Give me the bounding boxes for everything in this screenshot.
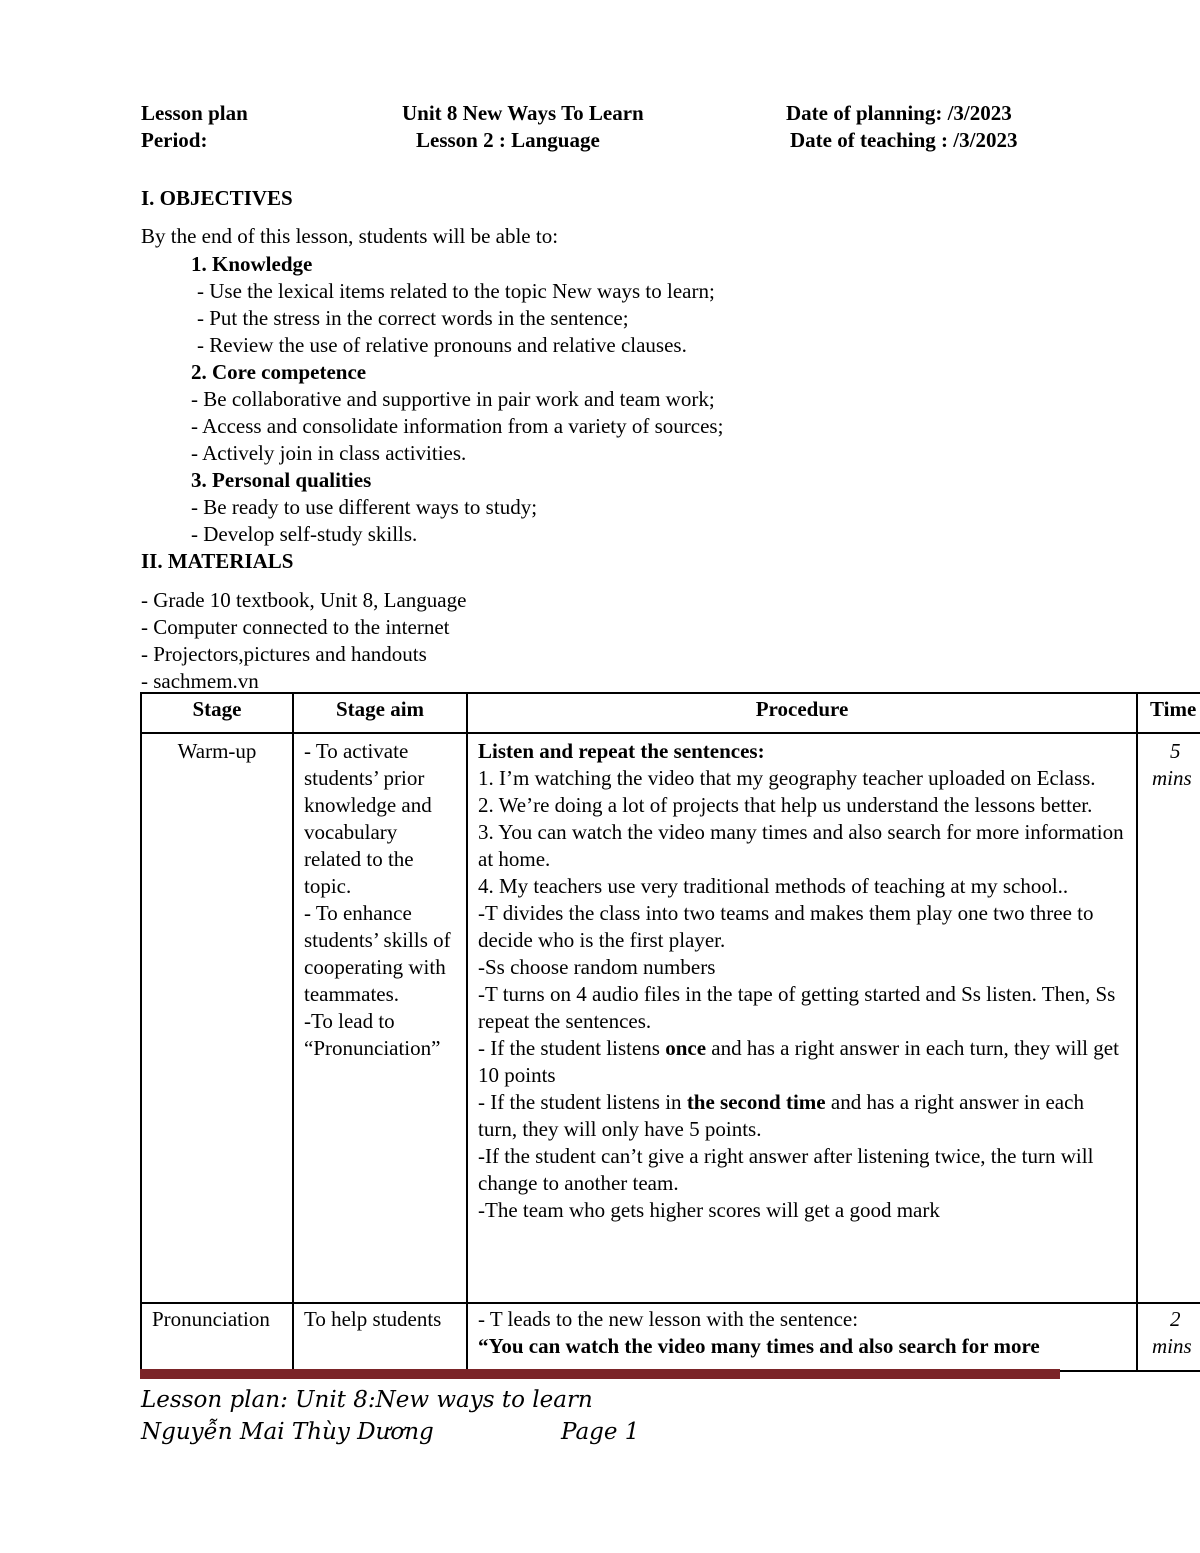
knowledge-item: - Review the use of relative pronouns and relative clauses.	[197, 333, 687, 357]
rule-emphasis: the second time	[686, 1090, 826, 1114]
stage-cell: Warm-up	[141, 733, 293, 1303]
knowledge-item: - Put the stress in the correct words in the sentence;	[197, 306, 629, 330]
rule-text: and has a right answer in each turn, they will get 10 points	[478, 1036, 1119, 1087]
procedure-line: -T divides the class into two teams and makes them play one two three to decide who is the first player.	[478, 901, 1094, 952]
personal-item: - Develop self-study skills.	[191, 522, 418, 546]
time-unit: mins	[1152, 766, 1192, 790]
scoring-rule	[478, 1089, 1126, 1143]
table-header-row	[141, 693, 1200, 733]
procedure-cell	[467, 1303, 1137, 1371]
header-lesson: Lesson 2 : Language	[416, 128, 600, 152]
time-unit: mins	[1152, 1334, 1192, 1358]
scoring-rule: -The team who gets higher scores will get a good mark	[478, 1198, 940, 1222]
procedure-line: -T turns on 4 audio files in the tape of getting started and Ss listen. Then, Ss repeat the sentences.	[478, 982, 1116, 1033]
header-procedure: Procedure	[467, 693, 1137, 733]
procedure-quote: “You can watch the video many times and also search for more	[478, 1334, 1040, 1358]
time-cell	[1137, 1303, 1200, 1371]
knowledge-title: 1. Knowledge	[191, 252, 313, 276]
scoring-rule: -If the student can’t give a right answer after listening twice, the turn will change to another team.	[478, 1144, 1094, 1195]
personal-qualities-title: 3. Personal qualities	[191, 468, 372, 492]
rule-emphasis: once	[665, 1036, 707, 1060]
lesson-procedure-table	[140, 692, 1200, 1372]
header-time: Time	[1137, 693, 1200, 733]
rule-text: - If the student listens in	[478, 1090, 687, 1114]
time-value: 5	[1170, 739, 1181, 763]
footer-divider	[140, 1369, 1060, 1379]
core-item: - Be collaborative and supportive in pair work and team work;	[191, 387, 715, 411]
core-competence-title: 2. Core competence	[191, 360, 367, 384]
table-row	[141, 733, 1200, 1303]
stage-cell: Pronunciation	[141, 1303, 293, 1371]
time-value: 2	[1170, 1307, 1181, 1331]
header-date-teaching: Date of teaching : /3/2023	[790, 128, 1018, 152]
objectives-title: I. OBJECTIVES	[141, 186, 293, 210]
stage-aim-cell: - To activate students’ prior knowledge and vocabulary related to the topic. - To enhance students’ skills of cooperating with teammates. -To lead to “Pronunciation”	[293, 733, 467, 1303]
procedure-line: - T leads to the new lesson with the sentence:	[478, 1307, 859, 1331]
header-stage-aim: Stage aim	[293, 693, 467, 733]
procedure-cell	[467, 733, 1137, 1303]
scoring-rule	[478, 1035, 1126, 1089]
materials-item: - Grade 10 textbook, Unit 8, Language	[141, 588, 467, 612]
footer-author: Nguyễn Mai Thùy Dương	[141, 1419, 434, 1445]
personal-item: - Be ready to use different ways to study;	[191, 495, 538, 519]
rule-text: - If the student listens	[478, 1036, 666, 1060]
footer-page-number: Page 1	[561, 1419, 640, 1445]
procedure-line: 3. You can watch the video many times and also search for more information at home.	[478, 820, 1124, 871]
procedure-line: 2. We’re doing a lot of projects that help us understand the lessons better.	[478, 793, 1093, 817]
time-cell	[1137, 733, 1200, 1303]
procedure-line: -Ss choose random numbers	[478, 955, 716, 979]
header-period: Period:	[141, 128, 208, 152]
stage-aim-cell: To help students	[293, 1303, 467, 1371]
core-item: - Actively join in class activities.	[191, 441, 467, 465]
table-row	[141, 1303, 1200, 1371]
objectives-intro: By the end of this lesson, students will be able to:	[141, 224, 559, 248]
materials-item: - sachmem.vn	[141, 669, 259, 693]
procedure-line: 1. I’m watching the video that my geography teacher uploaded on Eclass.	[478, 766, 1096, 790]
materials-title: II. MATERIALS	[141, 549, 294, 573]
rule-text: and has a right answer in each turn, they will only have 5 points.	[478, 1090, 1084, 1141]
header-date-planning: Date of planning: /3/2023	[786, 101, 1012, 125]
procedure-title: Listen and repeat the sentences:	[478, 739, 765, 763]
footer-title: Lesson plan: Unit 8:New ways to learn	[141, 1387, 593, 1413]
header-unit: Unit 8 New Ways To Learn	[402, 101, 644, 125]
core-item: - Access and consolidate information from a variety of sources;	[191, 414, 724, 438]
header-lesson-plan: Lesson plan	[141, 101, 248, 125]
procedure-line: 4. My teachers use very traditional methods of teaching at my school..	[478, 874, 1069, 898]
header-stage: Stage	[141, 693, 293, 733]
materials-item: - Projectors,pictures and handouts	[141, 642, 427, 666]
knowledge-item: - Use the lexical items related to the topic New ways to learn;	[197, 279, 715, 303]
materials-item: - Computer connected to the internet	[141, 615, 450, 639]
